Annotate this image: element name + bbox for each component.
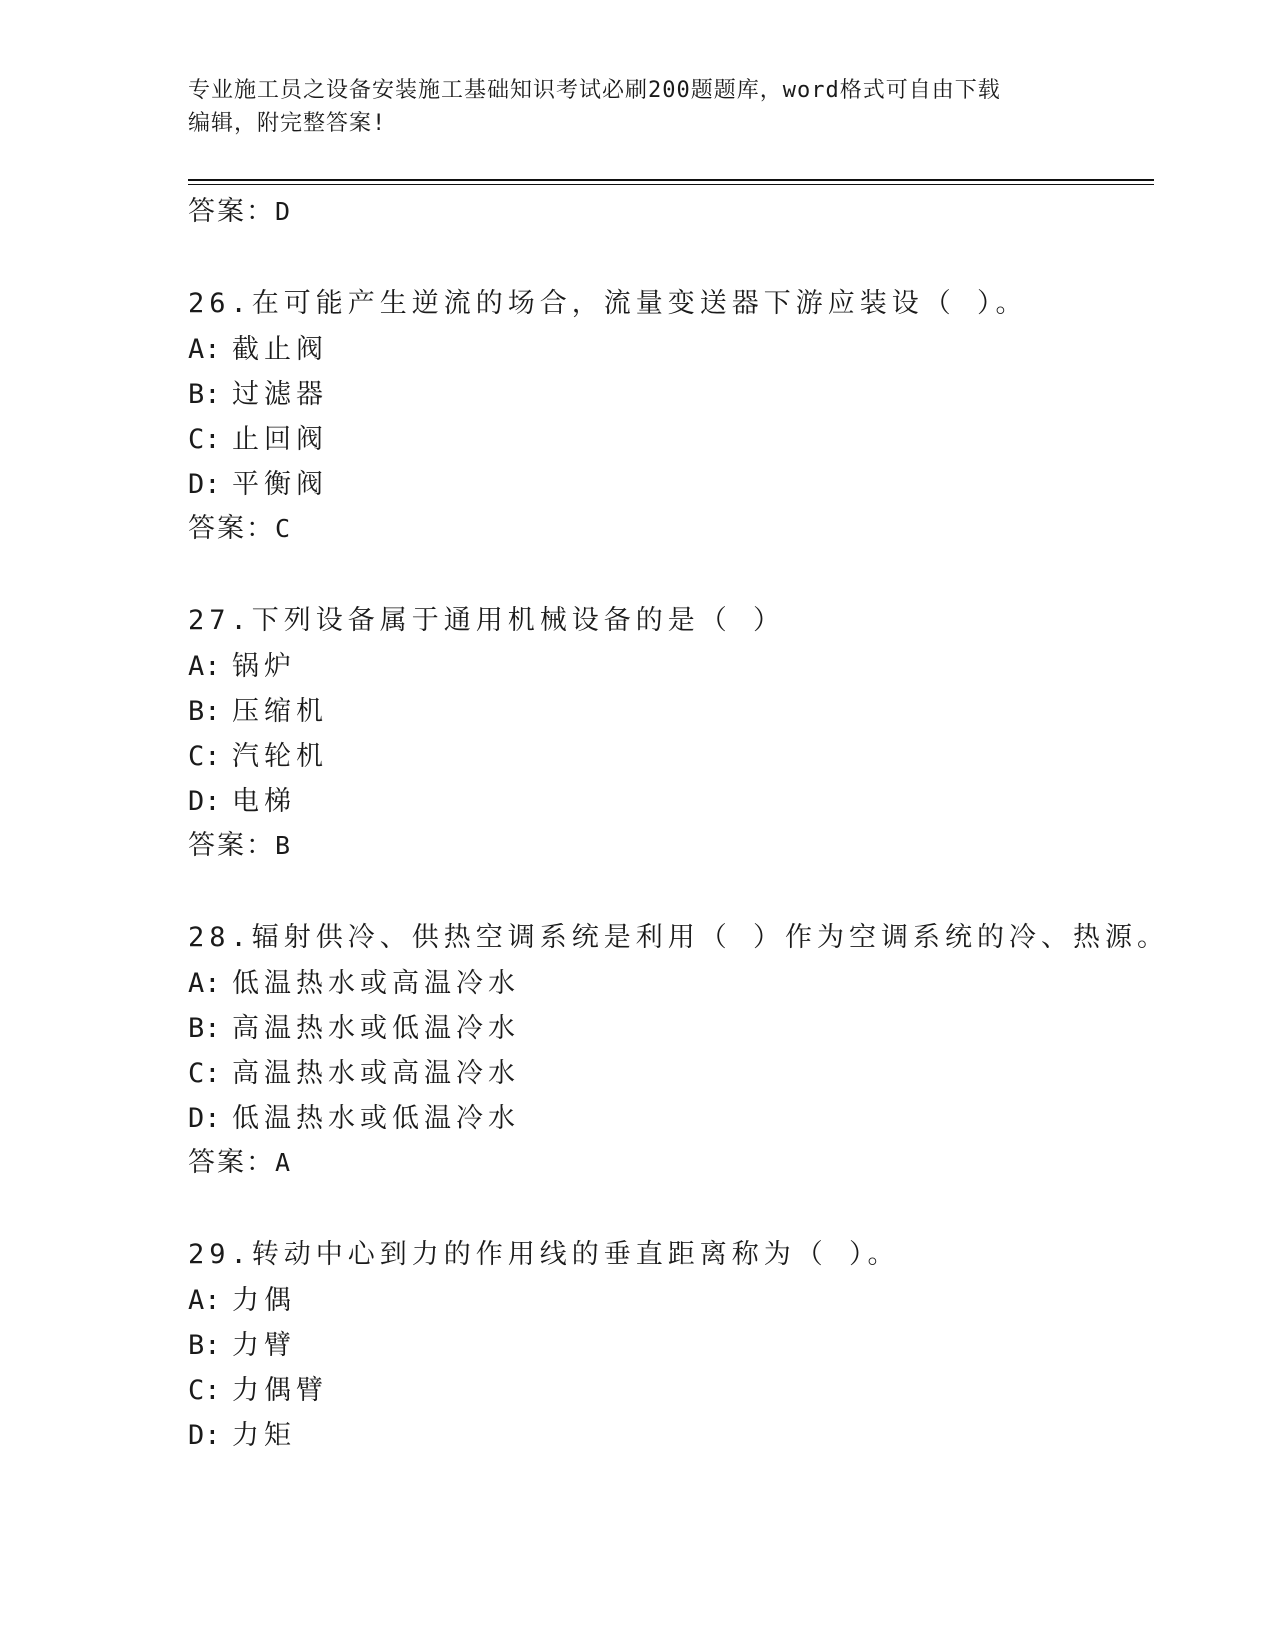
question-text: 29.转动中心到力的作用线的垂直距离称为（ ）。: [188, 1239, 900, 1270]
option-d: [188, 1413, 1148, 1458]
option-text: 压缩机: [232, 696, 328, 727]
option-text: 锅炉: [232, 651, 296, 682]
option-text: 力偶: [232, 1285, 296, 1316]
option-text: 平衡阀: [232, 469, 328, 500]
answer-line-25: [188, 190, 1148, 234]
option-letter: A:: [188, 1285, 221, 1316]
answer-line: [188, 1141, 1148, 1185]
option-c: [188, 1368, 1148, 1413]
option-a: [188, 961, 1148, 1006]
option-text: 止回阀: [232, 424, 328, 455]
option-text: 力臂: [232, 1330, 296, 1361]
answer-value: A: [275, 1148, 293, 1177]
header-title-line-2: 编辑，附完整答案!: [188, 111, 387, 136]
question-text: 26.在可能产生逆流的场合，流量变送器下游应装设（ ）。: [188, 288, 1028, 319]
header-divider-thick: [188, 179, 1154, 181]
option-b: [188, 372, 1148, 417]
option-letter: C:: [188, 1375, 221, 1406]
option-letter: A:: [188, 651, 221, 682]
option-a: [188, 327, 1148, 372]
header-divider-thin: [188, 184, 1154, 185]
question-list: [188, 190, 1170, 1458]
option-text: 电梯: [232, 786, 296, 817]
option-text: 低温热水或高温冷水: [232, 968, 520, 999]
option-text: 汽轮机: [232, 741, 328, 772]
option-d: [188, 462, 1148, 507]
question-27: [188, 598, 1148, 868]
option-text: 力矩: [232, 1420, 296, 1451]
answer-line: [188, 824, 1148, 868]
answer-line: [188, 507, 1148, 551]
option-text: 高温热水或高温冷水: [232, 1058, 520, 1089]
option-letter: D:: [188, 786, 221, 817]
option-a: [188, 1278, 1148, 1323]
option-letter: B:: [188, 1013, 221, 1044]
option-b: [188, 1323, 1148, 1368]
option-letter: D:: [188, 1103, 221, 1134]
option-letter: B:: [188, 1330, 221, 1361]
option-text: 截止阀: [232, 334, 328, 365]
option-c: [188, 1051, 1148, 1096]
option-text: 力偶臂: [232, 1375, 328, 1406]
option-text: 高温热水或低温冷水: [232, 1013, 520, 1044]
answer-value: D: [275, 197, 293, 226]
answer-label: 答案：: [188, 1147, 275, 1178]
option-text: 低温热水或低温冷水: [232, 1103, 520, 1134]
option-letter: D:: [188, 469, 221, 500]
answer-value: C: [275, 514, 293, 543]
option-b: [188, 689, 1148, 734]
option-letter: B:: [188, 696, 221, 727]
option-letter: C:: [188, 1058, 221, 1089]
option-text: 过滤器: [232, 379, 328, 410]
option-letter: A:: [188, 968, 221, 999]
question-text: 27.下列设备属于通用机械设备的是（ ）: [188, 605, 786, 636]
option-b: [188, 1006, 1148, 1051]
answer-label: 答案：: [188, 196, 275, 227]
option-letter: D:: [188, 1420, 221, 1451]
question-29: [188, 1232, 1148, 1458]
question-text: 28.辐射供冷、供热空调系统是利用（ ）作为空调系统的冷、热源。: [188, 922, 1170, 953]
option-letter: A:: [188, 334, 221, 365]
option-letter: C:: [188, 424, 221, 455]
option-c: [188, 734, 1148, 779]
option-letter: C:: [188, 741, 221, 772]
answer-label: 答案：: [188, 513, 275, 544]
option-c: [188, 417, 1148, 462]
header-title-line-1: 专业施工员之设备安装施工基础知识考试必刷200题题库，word格式可自由下载: [188, 78, 1001, 103]
document-header: [188, 74, 1088, 140]
option-d: [188, 1096, 1148, 1141]
option-letter: B:: [188, 379, 221, 410]
question-26: [188, 281, 1148, 551]
option-a: [188, 644, 1148, 689]
answer-value: B: [275, 831, 293, 860]
question-28: [188, 915, 1170, 1185]
option-d: [188, 779, 1148, 824]
answer-label: 答案：: [188, 830, 275, 861]
